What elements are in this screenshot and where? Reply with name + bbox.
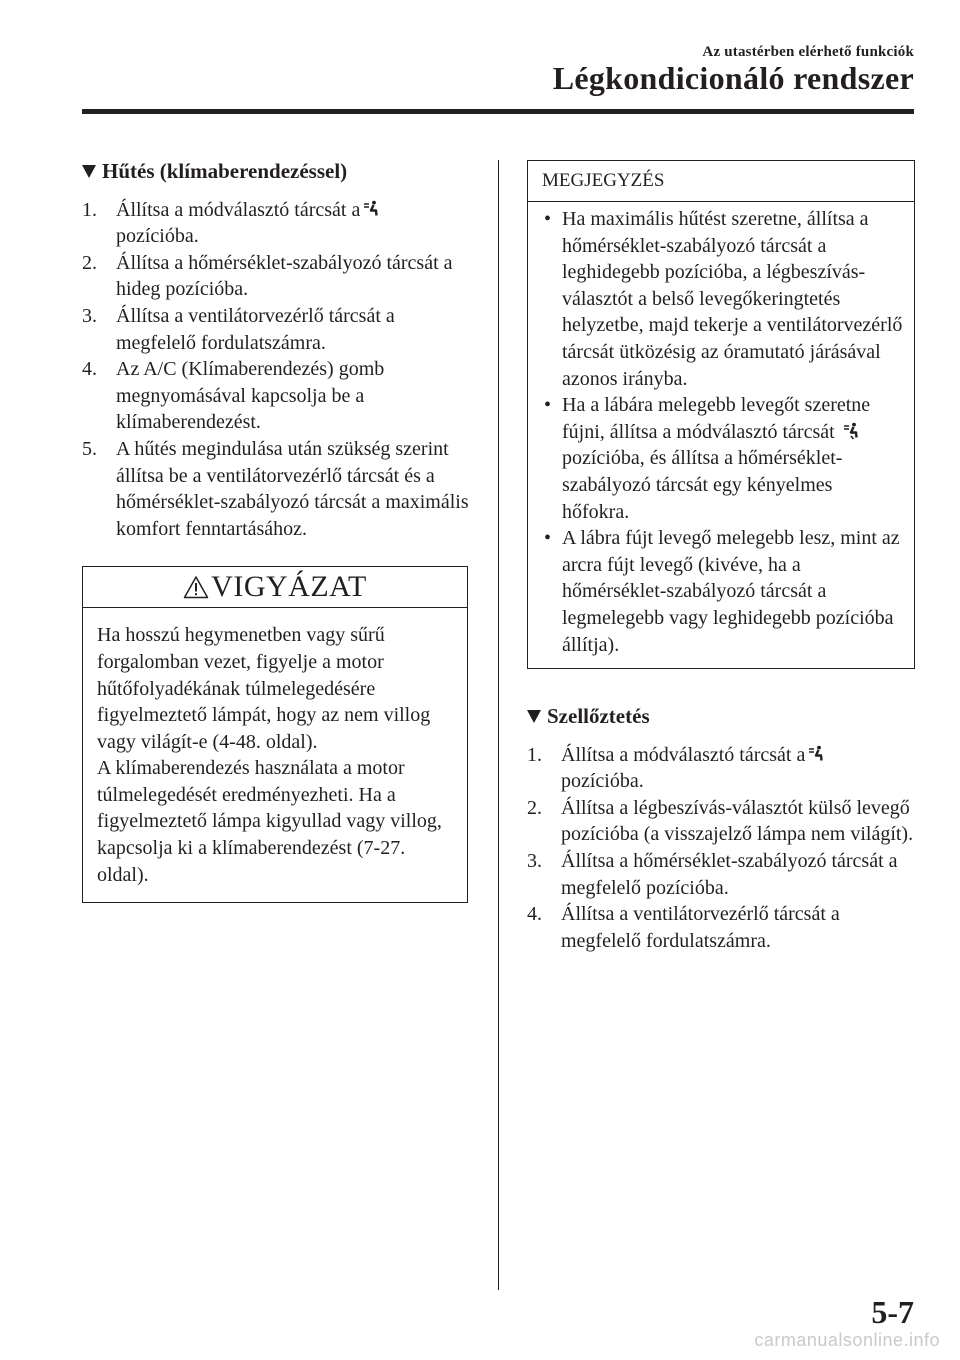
note-text: A lábra fújt levegő melegebb lesz, mint az arcra fújt levegő (kivéve, ha a hőmérséklet-szabályozó tárcsát a legmelegebb vagy leghidegebb pozícióba állítja). [562,527,900,656]
left-column [82,158,472,903]
bullet: • [544,527,552,550]
ventilation-step [527,901,915,954]
note-list [538,206,904,658]
section-triangle-icon [82,165,96,178]
right-column [527,160,915,954]
step-text: Állítsa a hőmérséklet-szabályozó tárcsát a hideg pozícióba. [116,251,453,301]
cooling-step [82,303,472,356]
note-title: MEGJEGYZÉS [542,169,665,191]
step-text: Állítsa a ventilátorvezérlő tárcsát a megfelelő fordulatszámra. [116,304,395,354]
step-text: Állítsa a módválasztó tárcsát a [116,198,361,221]
section-triangle-icon [527,710,541,723]
note-box [527,160,915,669]
note-text: Ha maximális hűtést szeretne, állítsa a hőmérséklet-szabályozó tárcsát a leghidegebb pozícióba, a légbeszívás-választót a belső levegőkeringtetés helyzetbe, majd tekerje a ventilátorvezérlő tárcsát ütközésig az óramutató járásával azonos irányba. [562,208,903,390]
cooling-title: Hűtés (klímaberendezéssel) [102,159,348,183]
ventilation-section [527,703,915,954]
face-vent-mode-icon [808,745,824,763]
step-text-cont: pozícióba. [116,225,199,248]
step-number: 5. [82,437,97,460]
header-section-name: Az utastérben elérhető funkciók [702,44,914,60]
note-header [528,161,914,202]
step-text: Állítsa a ventilátorvezérlő tárcsát a megfelelő fordulatszámra. [561,903,840,952]
cooling-steps [82,197,472,543]
cooling-step [82,250,472,303]
note-item [538,525,904,658]
face-vent-mode-icon [363,200,379,218]
step-number: 3. [82,304,97,327]
cooling-step [82,436,472,542]
ventilation-step [527,742,915,795]
step-text: Az A/C (Klímaberendezés) gomb megnyomásával kapcsolja be a klímaberendezést. [116,358,385,434]
page-number: 5-7 [871,1294,914,1330]
caution-paragraph: Ha hosszú hegymenetben vagy sűrű forgalomban vezet, figyelje a motor hűtőfolyadékának túlmelegedésére figyelmeztető lámpát, hogy az nem villog vagy világít-e (4-48. oldal). [97,624,431,753]
cooling-heading [82,158,472,185]
step-number: 1. [82,198,97,221]
note-item [538,392,904,525]
bi-level-mode-icon [843,422,859,440]
ventilation-steps [527,742,915,955]
ventilation-step [527,848,915,901]
step-text: A hűtés megindulása után szükség szerint állítsa be a ventilátorvezérlő tárcsát és a hőmérséklet-szabályozó tárcsát a maximális komfort fenntartásához. [116,437,469,540]
ventilation-heading [527,703,915,730]
cooling-step [82,356,472,436]
step-number: 1. [527,743,542,766]
header-rule [82,109,914,114]
cooling-step [82,197,472,250]
warning-triangle-icon [183,575,209,599]
caution-box [82,566,468,903]
watermark: carmanualsonline.info [754,1330,940,1350]
step-text: Állítsa a hőmérséklet-szabályozó tárcsát a megfelelő pozícióba. [561,850,898,899]
step-number: 4. [82,358,97,381]
note-item [538,206,904,392]
caution-header [83,567,467,608]
header-title: Légkondicionáló rendszer [552,60,914,96]
step-number: 3. [527,850,542,873]
note-text: Ha a lábára melegebb levegőt szeretne fújni, állítsa a módválasztó tárcsát [562,394,871,443]
step-number: 4. [527,903,542,926]
step-text: Állítsa a módválasztó tárcsát a [561,743,806,766]
ventilation-step [527,795,915,848]
bullet: • [544,208,552,230]
caution-body [83,608,467,902]
step-number: 2. [527,796,542,819]
caution-title: VIGYÁZAT [211,570,367,604]
caution-paragraph: A klímaberendezés használata a motor túlmelegedését eredményezheti. Ha a figyelmeztető lámpa kigyullad vagy villog, kapcsolja ki a klímaberendezést (7-27. oldal). [97,757,442,886]
ventilation-title: Szellőztetés [547,704,650,729]
column-divider [498,160,499,1290]
note-text-cont: pozícióba, és állítsa a hőmérséklet-szabályozó tárcsát egy kényelmes hőfokra. [562,447,843,523]
step-text: Állítsa a légbeszívás-választót külső levegő pozícióba (a visszajelző lámpa nem világít). [561,796,914,846]
bullet: • [544,394,552,417]
note-body [528,202,914,668]
step-number: 2. [82,251,97,274]
step-text-cont: pozícióba. [561,770,644,793]
